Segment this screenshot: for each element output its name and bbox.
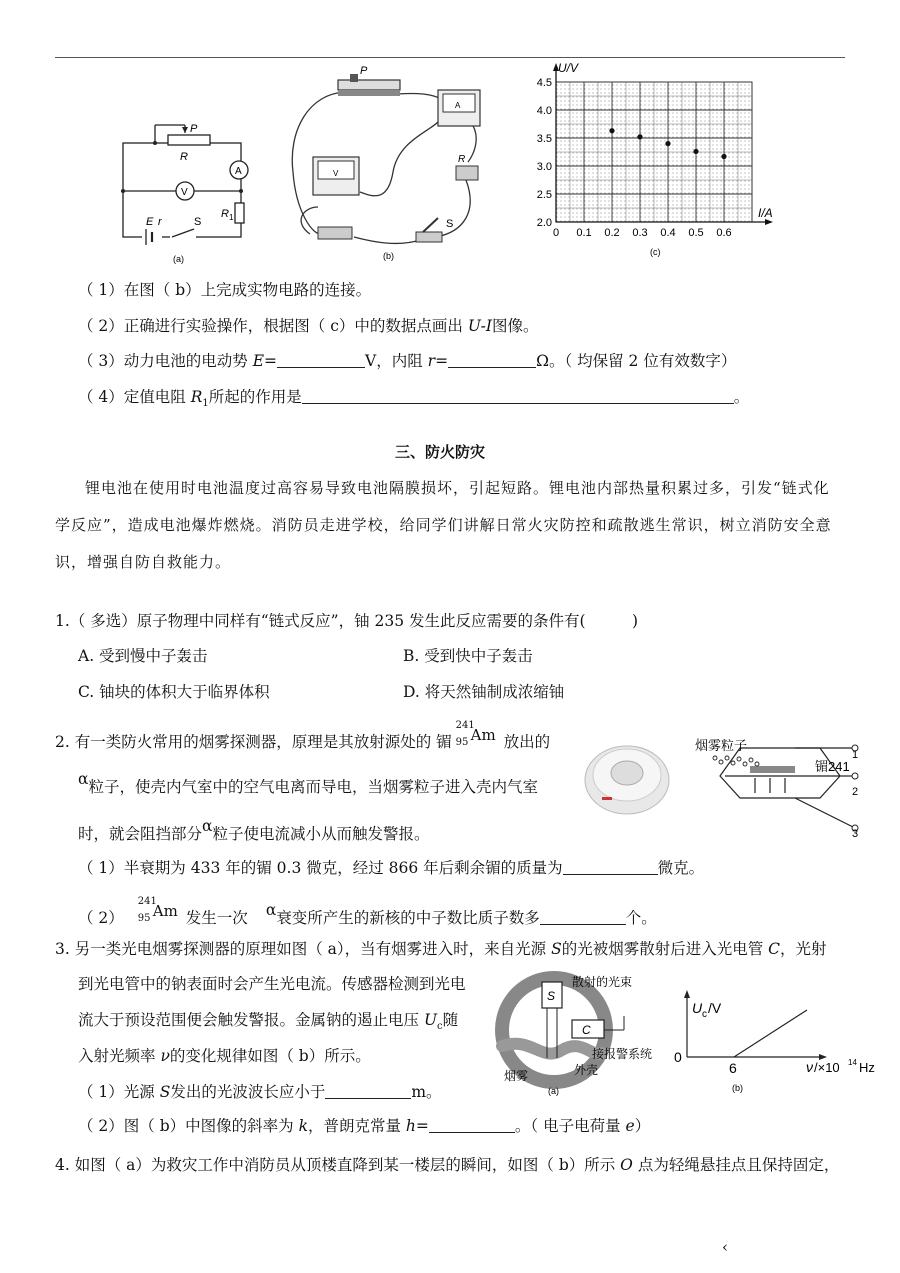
data-point <box>721 154 726 159</box>
terminal-1-label: 1 <box>852 749 859 761</box>
uc-frequency-graph-b <box>672 985 892 1095</box>
y-tick-label: 2.5 <box>536 189 552 201</box>
q3-sub2: （ 2）图（ b）中图像的斜率为 k，普朗克常量 h= 。（ 电子电荷量 e） <box>78 1117 651 1135</box>
y-tick-label: 2.0 <box>536 217 552 229</box>
answer-blank-R1-role[interactable] <box>302 389 734 404</box>
rheostat-label: P <box>360 65 368 77</box>
figure-b-caption: (b) <box>383 251 394 261</box>
graph-origin: 0 <box>674 1049 682 1065</box>
x-tick-label: 0.2 <box>604 227 620 239</box>
q1-option-a[interactable]: A. 受到慢中子轰击 <box>78 647 208 665</box>
label-R: R <box>180 151 188 163</box>
q3-figure-a-caption: (a) <box>548 1086 559 1096</box>
y-tick-label: 4.0 <box>536 105 552 117</box>
data-point <box>609 128 614 133</box>
label-S: S <box>194 216 202 228</box>
terminal-2-label: 2 <box>852 786 859 798</box>
prev-q3: （ 3）动力电池的电动势 E= V，内阻 r= Ω。（ 均保留 2 位有效数字） <box>78 352 737 370</box>
y-tick-label: 3.0 <box>536 161 552 173</box>
am241-label: 镅241 <box>815 759 850 774</box>
graph-y-sub: c <box>702 1009 707 1020</box>
q1-option-d[interactable]: D. 将天然铀制成浓缩铀 <box>403 683 565 701</box>
x-tick-label: 0.4 <box>660 227 676 239</box>
graph-x-unit: /×10 <box>814 1060 840 1075</box>
x-tick-label: 0.1 <box>576 227 592 239</box>
x-tick-label: 0.5 <box>688 227 704 239</box>
voltmeter-device-label: V <box>333 169 339 178</box>
answer-blank-neutron-diff[interactable] <box>540 910 626 925</box>
data-point <box>693 149 698 154</box>
data-point <box>637 134 642 139</box>
resistor-device-label: R <box>458 154 466 165</box>
ammeter-label: A <box>235 166 242 177</box>
switch-device-label: S <box>446 218 454 230</box>
alarm-system-label: 接报警系统 <box>592 1047 653 1061</box>
shell-label: 外壳 <box>574 1063 599 1077</box>
prev-q1: （ 1）在图（ b）上完成实物电路的连接。 <box>78 281 372 299</box>
chart-y-label: U/V <box>558 61 579 75</box>
scattered-beam-label: 散射的光束 <box>572 975 633 989</box>
prev-q4: （ 4）定值电阻 $R_1$所起的作用是 。 <box>78 388 750 410</box>
chart-x-label: I/A <box>758 206 773 220</box>
answer-blank-E[interactable] <box>277 353 365 368</box>
q2-sub1: （ 1）半衰期为 433 年的镅 0.3 微克，经过 866 年后剩余镅的质量为 微克。 <box>78 859 705 877</box>
answer-blank-wavelength[interactable] <box>325 1084 411 1099</box>
label-r: r <box>158 216 162 228</box>
q1-option-b[interactable]: B. 受到快中子轰击 <box>403 647 533 665</box>
ui-chart-c <box>520 60 790 260</box>
q3-line1: 3. 另一类光电烟雾探测器的原理如图（ a），当有烟雾进入时，来自光源 S的光被烟雾散射后进入光电管 C，光射 <box>55 940 827 958</box>
graph-x-hz: Hz <box>859 1060 875 1075</box>
q3-line3: 流大于预设范围便会触发警报。金属钠的遏止电压 $U_c$随 <box>78 1011 459 1033</box>
q2-line3: 时，就会阻挡部分α粒子使电流减小从而触发警报。 <box>78 817 430 843</box>
header-rule <box>55 57 845 58</box>
q2-sub2: （ 2） 241 95 Am 发生一次 α衰变所产生的新核的中子数比质子数多 个。 <box>78 896 657 927</box>
graph-x-exp: 14 <box>848 1058 857 1067</box>
q3-line2: 到光电管中的钠表面时会产生光电流。传感器检测到光电 <box>78 975 466 993</box>
q2-line1: 2. 有一类防火常用的烟雾探测器，原理是其放射源处的 镅 241 95 Am 放出的 <box>55 720 551 751</box>
label-R1-sub: 1 <box>229 213 234 222</box>
smoke-detector-photo <box>580 735 675 820</box>
prev-q2: （ 2）正确进行实验操作，根据图（ c）中的数据点画出 U-I图像。 <box>78 317 539 335</box>
q2-line2: α粒子，使壳内气室中的空气电离而导电，当烟雾粒子进入壳内气室 <box>78 770 538 796</box>
phototube-C-label: C <box>582 1023 591 1037</box>
answer-blank-planck[interactable] <box>429 1118 515 1133</box>
chart-grid <box>553 63 773 225</box>
answer-blank-mass[interactable] <box>563 860 658 875</box>
figure-c-caption: (c) <box>650 247 661 257</box>
graph-y-unit: /V <box>708 1000 722 1016</box>
graph-x-label: ν <box>806 1059 813 1075</box>
smoke-particle-label: 烟雾粒子 <box>695 738 748 753</box>
label-P: P <box>190 123 198 135</box>
detector-chamber-diagram <box>695 738 870 838</box>
figure-a-caption: (a) <box>173 254 184 264</box>
q1-option-c[interactable]: C. 铀块的体积大于临界体积 <box>78 683 270 701</box>
answer-blank-r[interactable] <box>448 353 536 368</box>
x-tick-label: 0 <box>552 227 560 239</box>
q3-line4: 入射光频率 ν的变化规律如图（ b）所示。 <box>78 1047 371 1065</box>
data-point <box>665 141 670 146</box>
physical-circuit-b <box>288 62 503 262</box>
circuit-diagram-a <box>110 115 260 265</box>
terminal-3-label: 3 <box>852 828 859 838</box>
y-tick-label: 4.5 <box>536 77 552 89</box>
source-S-label: S <box>547 989 556 1003</box>
y-tick-label: 3.5 <box>536 133 552 145</box>
photoelectric-detector-a <box>492 968 662 1100</box>
smoke-label: 烟雾 <box>504 1069 529 1083</box>
voltmeter-label: V <box>181 187 188 198</box>
page-mark: ‹ <box>722 1238 728 1256</box>
label-R1: R <box>221 208 229 220</box>
section-intro: 锂电池在使用时电池温度过高容易导致电池隔膜损坏，引起短路。锂电池内部热量积累过多，引发“链式化学反应”，造成电池爆炸燃烧。消防员走进学校，给同学们讲解日常火灾防控和疏散逃生常识，树立消防安全意识，增强自防自救能力。 <box>55 479 832 571</box>
x-tick-label: 0.6 <box>716 227 732 239</box>
graph-y-label: U <box>692 1000 703 1016</box>
q1-stem: 1.（ 多选）原子物理中同样有“链式反应”，铀 235 发生此反应需要的条件有( ) <box>55 612 639 630</box>
section-title: 三、防火防灾 <box>395 443 486 461</box>
q4-line1: 4. 如图（ a）为救灾工作中消防员从顶楼直降到某一楼层的瞬间，如图（ b）所示 O 点为轻绳悬挂点且保持固定， <box>55 1156 840 1174</box>
ammeter-device-label: A <box>455 101 461 110</box>
label-E: E <box>146 216 154 228</box>
q3-sub1: （ 1）光源 S发出的光波波长应小于 m。 <box>78 1083 442 1101</box>
x-tick-label: 0.3 <box>632 227 648 239</box>
graph-tick-6: 6 <box>729 1060 737 1076</box>
q3-figure-b-caption: (b) <box>732 1083 743 1093</box>
